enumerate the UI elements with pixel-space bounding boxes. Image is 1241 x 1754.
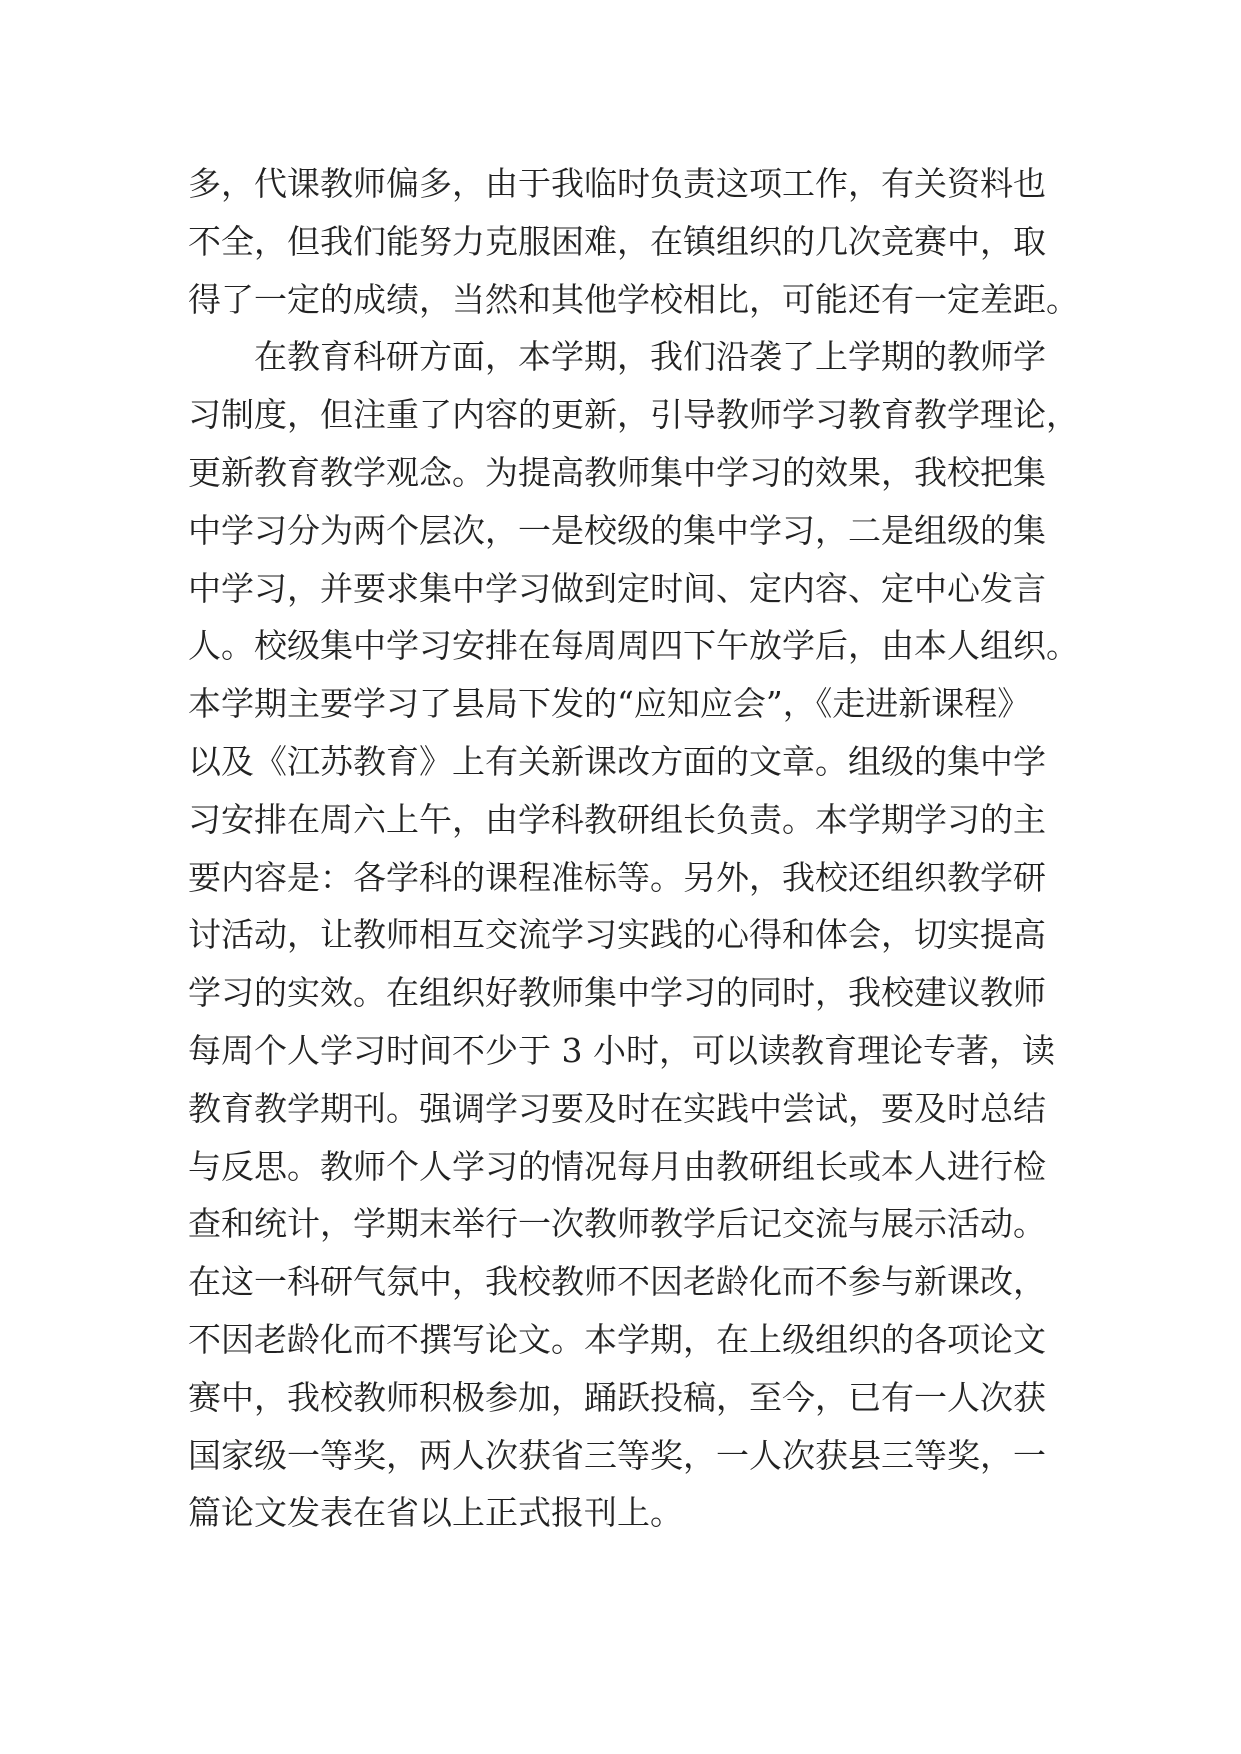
text-line: 在教育科研方面，本学期，我们沿袭了上学期的教师学 <box>188 337 1046 377</box>
text-line: 赛中，我校教师积极参加，踊跃投稿，至今，已有一人次获 <box>188 1377 1046 1417</box>
text-line: 得了一定的成绩，当然和其他学校相比，可能还有一定差距。 <box>188 279 1079 319</box>
text-line: 人。校级集中学习安排在每周周四下午放学后，由本人组织。 <box>188 626 1079 666</box>
text-line: 国家级一等奖，两人次获省三等奖，一人次获县三等奖，一 <box>188 1435 1046 1475</box>
text-line: 不因老龄化而不撰写论文。本学期，在上级组织的各项论文 <box>188 1319 1046 1359</box>
text-line: 更新教育教学观念。为提高教师集中学习的效果，我校把集 <box>188 452 1046 492</box>
text-line: 习安排在周六上午，由学科教研组长负责。本学期学习的主 <box>188 799 1046 839</box>
text-line: 中学习分为两个层次，一是校级的集中学习，二是组级的集 <box>188 510 1046 550</box>
text-line: 多，代课教师偏多，由于我临时负责这项工作，有关资料也 <box>188 164 1046 203</box>
text-line: 本学期主要学习了县局下发的“应知应会”，《走进新课程》 <box>188 684 1031 724</box>
text-line: 不全，但我们能努力克服困难，在镇组织的几次竞赛中，取 <box>188 221 1046 261</box>
text-line: 在这一科研气氛中，我校教师不因老龄化而不参与新课改， <box>188 1262 1046 1302</box>
text-line: 每周个人学习时间不少于 3 小时，可以读教育理论专著，读 <box>188 1030 1055 1070</box>
text-line: 讨活动，让教师相互交流学习实践的心得和体会，切实提高 <box>188 915 1046 955</box>
text-line: 要内容是：各学科的课程准标等。另外，我校还组织教学研 <box>188 857 1046 897</box>
text-line: 篇论文发表在省以上正式报刊上。 <box>188 1493 683 1533</box>
text-line: 习制度，但注重了内容的更新，引导教师学习教育教学理论， <box>188 395 1079 435</box>
text-line: 与反思。教师个人学习的情况每月由教研组长或本人进行检 <box>188 1146 1046 1186</box>
text-line: 中学习，并要求集中学习做到定时间、定内容、定中心发言 <box>188 568 1046 608</box>
text-line: 以及《江苏教育》上有关新课改方面的文章。组级的集中学 <box>188 741 1046 781</box>
text-line: 学习的实效。在组织好教师集中学习的同时，我校建议教师 <box>188 973 1046 1013</box>
text-line: 查和统计，学期末举行一次教师教学后记交流与展示活动。 <box>188 1204 1046 1244</box>
body-text <box>188 155 1079 1542</box>
text-line: 教育教学期刊。强调学习要及时在实践中尝试，要及时总结 <box>188 1088 1046 1128</box>
